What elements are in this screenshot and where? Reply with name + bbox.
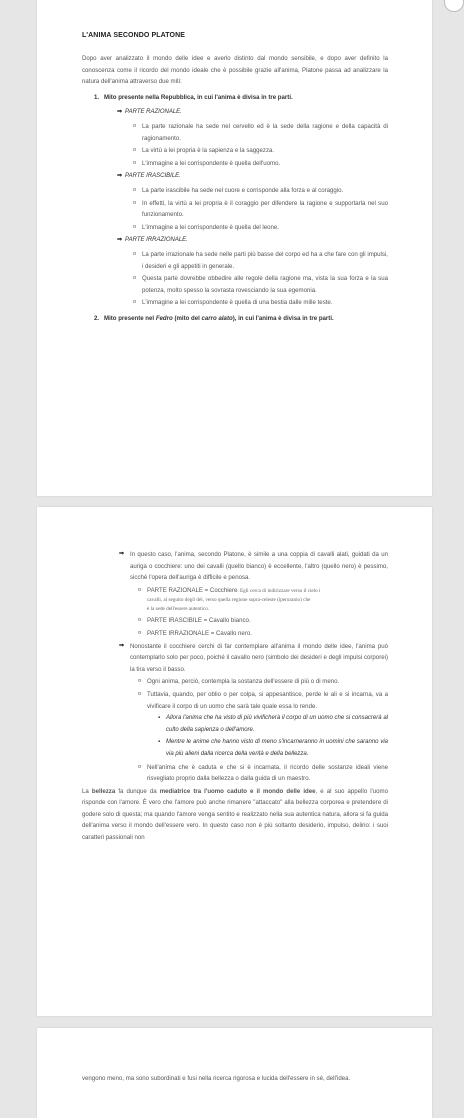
bullet-icon: o	[138, 586, 142, 593]
list-number: 2.	[94, 314, 100, 322]
bullet-icon: o	[133, 275, 137, 282]
list-item-text: Nell'anima che è caduta e che si è incarnata, il ricordo delle sostanze ideali viene risvegliato proprio dalla bellezza o dalla guida di un maestro.	[147, 763, 388, 783]
parte-razionale-desc: cavalli, al seguito degli dèi, verso quella regione sopra-celeste (iperuranio) che	[147, 597, 311, 604]
bold-text: mediatrice tra l'uomo caduto e il mondo delle idee	[159, 787, 316, 795]
bullet-icon: o	[133, 299, 137, 306]
list-item-text: Allora l'anima che ha visto di più vivificherà il corpo di un uomo che si consacrerà al culto della sapienza o dell'amore.	[166, 715, 388, 733]
myth-2-text: ), in cui l'anima è divisa in tre parti.	[232, 314, 334, 322]
arrow-icon: ⇒	[119, 551, 125, 557]
document-page-2	[37, 507, 432, 1016]
list-item	[82, 585, 388, 615]
bold-text: bellezza	[91, 787, 116, 795]
parte-irascibile-label: PARTE IRASCIBILE = Cavallo bianco.	[147, 617, 251, 625]
arrow-icon: ⇒	[119, 642, 125, 649]
list-item	[82, 689, 388, 712]
parte-irrazionale-label: PARTE IRRAZIONALE = Cavallo nero.	[147, 629, 252, 637]
list-item	[82, 249, 388, 272]
bullet-icon: o	[138, 629, 142, 636]
document-page-1	[37, 0, 432, 496]
section-razionale	[117, 107, 388, 119]
final-paragraph	[82, 786, 388, 844]
parte-razionale-desc: è la sede dell'essere autentico.	[147, 606, 210, 613]
section-heading: PARTE IRRAZIONALE.	[125, 237, 188, 244]
myth-1-heading	[94, 92, 388, 104]
parte-razionale-label: PARTE RAZIONALE = Cocchiere	[147, 586, 238, 594]
bullet-icon: o	[138, 690, 142, 697]
section-heading: PARTE RAZIONALE.	[125, 109, 182, 116]
bullet-icon: o	[138, 678, 142, 685]
myth-2-text: (mito del	[172, 314, 202, 322]
bullet-icon: o	[138, 617, 142, 624]
paragraph-text: Nonostante il cocchiere cerchi di far contemplare all'anima il mondo delle idee, l'anima può contemplarlo solo per poco, poiché il cavallo nero (simbolo dei desideri e degli impulsi corporei) la tira verso il basso.	[130, 642, 388, 673]
list-item	[82, 762, 388, 785]
list-number: 1.	[94, 93, 100, 101]
square-bullet-icon: ▪	[158, 715, 161, 722]
list-item	[82, 676, 388, 688]
list-item	[82, 121, 388, 144]
sub-list-item	[82, 737, 388, 760]
arrow-paragraph	[82, 641, 388, 676]
myth-2-fedro: Fedro	[155, 314, 173, 322]
myth-2-text: Mito presente nel	[104, 314, 156, 322]
section-heading: PARTE IRASCIBILE.	[125, 173, 181, 180]
list-item	[82, 198, 388, 221]
sub-list-item	[82, 713, 388, 736]
list-item-text: La parte irascibile ha sede nel cuore e corrisponde alla forza e al coraggio.	[142, 186, 344, 194]
list-item	[82, 273, 388, 296]
list-item	[82, 158, 388, 170]
razionale-list	[82, 121, 388, 169]
bullet-icon: o	[133, 199, 137, 206]
bullet-icon: o	[133, 186, 137, 193]
bullet-icon: o	[133, 122, 137, 129]
list-item-text: L'immagine a lei corrispondente è quella di una bestia dalle mille teste.	[142, 299, 333, 307]
bullet-icon: o	[133, 250, 137, 257]
paragraph-text: , e al suo appello l'uomo risponde con l'amore. È vero che l'amore può anche rimanere "attaccato" alla bellezza corporea e pretendere di godere solo di questa; ma quando l'amore venga sentito e realizzato nella sua autentica natura, allora si fa guida dell'anima verso il mondo dell'essere vero. In questo caso non è più soltanto desiderio, impulso, delirio: i suoi caratteri passionali non	[82, 787, 388, 842]
list-item	[82, 297, 388, 309]
list-item-text: L'immagine a lei corrispondente è quella dell'uomo.	[142, 159, 281, 167]
paragraph-text: In questo caso, l'anima, secondo Platone, è simile a una coppia di cavalli alati, guidati da un auriga o cocchiere: uno dei cavalli (quello bianco) è eccellente, l'altro (quello nero) è pessimo, sicché l'opera dell'auriga è difficile e penosa.	[130, 551, 388, 582]
section-irrazionale	[117, 235, 388, 247]
parte-razionale-desc: . Egli cerca di indirizzare verso il cielo i	[237, 587, 321, 594]
list-item-text: Tuttavia, quando, per oblio o per colpa, si appesantisce, perde le ali e si incarna, va a vivificare il corpo di un uomo che sarà tale quale essa lo rende.	[147, 690, 388, 710]
list-item	[82, 628, 388, 640]
myth-2-heading	[94, 313, 388, 325]
list-item-text: La parte irrazionale ha sede nelle parti più basse del corpo ed ha a che fare con gli impulsi, i desideri e gli appetiti in generale.	[142, 250, 388, 270]
list-item	[82, 615, 388, 627]
list-item-text: Ogni anima, perciò, contempla la sostanza dell'essere di più o di meno.	[147, 678, 340, 686]
paragraph-text: La	[82, 787, 92, 795]
continuation-paragraph: vengono meno, ma sono subordinati e fusi nella ricerca rigorosa e lucida dell'essere in sé, dell'idea.	[82, 1075, 351, 1082]
myth-1-text: Mito presente nella Repubblica, in cui l'anima è divisa in tre parti.	[104, 93, 293, 101]
window-close-icon[interactable]	[444, 0, 464, 14]
arrow-icon: ⇒	[117, 173, 123, 180]
square-bullet-icon: ▪	[158, 739, 161, 746]
bullet-icon: o	[138, 763, 142, 770]
list-item-text: Questa parte dovrebbe obbedire alle regole della ragione ma, vista la sua forza e la sua potenza, molto spesso la sovrasta rovesciando la sua egemonia.	[142, 275, 388, 294]
paragraph-text: fa dunque da	[115, 787, 160, 795]
list-item	[82, 145, 388, 157]
page-title: L'ANIMA SECONDO PLATONE	[82, 32, 186, 39]
document-page-3	[37, 1028, 432, 1118]
bullet-icon: o	[133, 159, 137, 166]
myth-2-carro: carro alato	[201, 314, 233, 322]
list-item-text: La parte razionale ha sede nel cervello ed è la sede della ragione e della capacità di ragionamento.	[142, 122, 388, 142]
irrazionale-list	[82, 249, 388, 309]
section-irascibile	[117, 171, 388, 183]
list-item	[82, 185, 388, 197]
irascibile-list	[82, 185, 388, 233]
bullet-icon: o	[133, 147, 137, 154]
intro-paragraph: Dopo aver analizzato il mondo delle idee e averlo distinto dal mondo sensibile, e dopo aver definito la conoscenza come il ricordo del mondo ideale che è possibile grazie all'anima, Platone passa ad analizzare la natura dell'anima attraverso due miti:	[82, 55, 388, 86]
arrow-paragraph	[82, 549, 388, 584]
list-item-text: In effetti, la virtù a lei propria è il coraggio per difendere la ragione e supportarla nel suo funzionamento.	[142, 199, 388, 219]
list-item	[82, 222, 388, 234]
arrow-icon: ⇒	[117, 237, 123, 244]
list-item-text: La virtù a lei propria è la sapienza e la saggezza.	[142, 147, 275, 155]
arrow-icon: ⇒	[117, 109, 123, 116]
bullet-icon: o	[133, 223, 137, 230]
list-item-text: L'immagine a lei corrispondente è quella del leone.	[142, 223, 280, 231]
list-item-text: Mentre le anime che hanno visto di meno s'incarneranno in uomini che saranno via via più alieni dalla ricerca della verità e della bellezza.	[166, 739, 388, 757]
